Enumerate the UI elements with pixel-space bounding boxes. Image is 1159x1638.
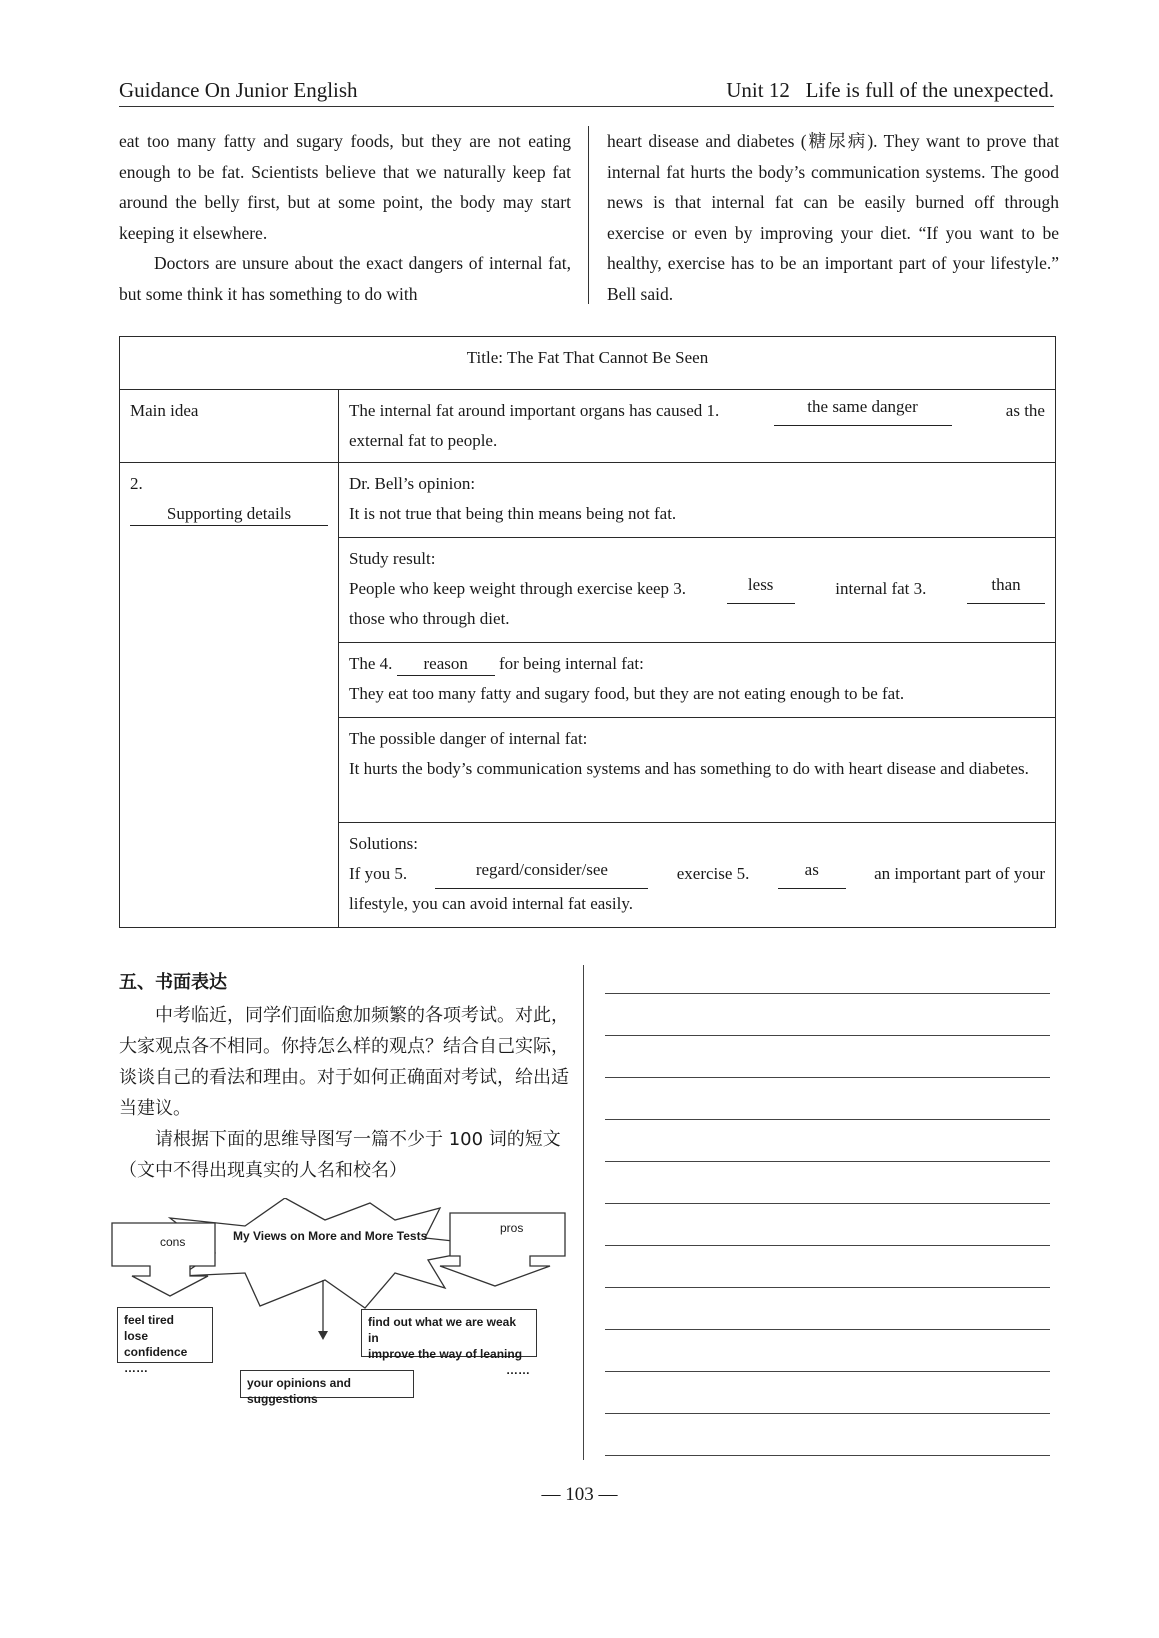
passage-right-column bbox=[607, 126, 1059, 309]
passage-paragraph: Doctors are unsure about the exact dangers of internal fat, but some think it has something to do with bbox=[119, 253, 571, 304]
mind-map-center: My Views on More and More Tests bbox=[233, 1229, 428, 1243]
writing-section-title: 五、书面表达 bbox=[119, 972, 227, 993]
opinion-cell bbox=[339, 463, 1056, 538]
cons-ellipsis: …… bbox=[124, 1361, 148, 1375]
reason-cell bbox=[339, 643, 1056, 718]
writing-line[interactable] bbox=[605, 1035, 1050, 1036]
opinion-text: It is not true that being thin means being not fat. bbox=[349, 504, 677, 523]
passage-paragraph: eat too many fatty and sugary foods, but they are not eating enough to be fat. Scientists believe that we naturally keep fat around the belly first, but at some point, the body may start keeping it elsewhere. bbox=[119, 131, 571, 243]
prompt-paragraph: 中考临近，同学们面临愈加频繁的各项考试。对此，大家观点各不相同。你持怎么样的观点？结合自己实际，谈谈自己的看法和理由。对于如何正确面对考试，给出适当建议。 bbox=[119, 1005, 569, 1119]
column-divider bbox=[588, 126, 589, 304]
header-rule bbox=[119, 106, 1054, 107]
answer-blank-3a: less bbox=[727, 574, 795, 604]
solutions-cell bbox=[339, 823, 1056, 928]
writing-line[interactable] bbox=[605, 1455, 1050, 1456]
main-idea-text: as the bbox=[1005, 401, 1045, 420]
pros-ellipsis: …… bbox=[506, 1363, 530, 1377]
summary-table bbox=[119, 336, 1056, 928]
unit-title: Unit 12 Life is full of the unexpected. bbox=[726, 78, 1054, 102]
writing-line[interactable] bbox=[605, 1119, 1050, 1120]
solutions-text: exercise 5. bbox=[676, 864, 750, 883]
writing-line[interactable] bbox=[605, 1077, 1050, 1078]
reason-text: for being internal fat: bbox=[498, 654, 644, 673]
writing-line[interactable] bbox=[605, 1329, 1050, 1330]
study-heading: Study result: bbox=[349, 549, 436, 568]
table-title: Title: The Fat That Cannot Be Seen bbox=[120, 337, 1056, 390]
reason-text: The 4. bbox=[349, 654, 393, 673]
center-down-arrowhead bbox=[318, 1331, 328, 1340]
answer-blank-1: the same danger bbox=[774, 396, 952, 426]
answer-blank-3b: than bbox=[967, 574, 1045, 604]
study-text: People who keep weight through exercise keep 3. bbox=[349, 579, 687, 598]
opinion-heading: Dr. Bell’s opinion: bbox=[349, 474, 476, 493]
main-idea-cell bbox=[339, 390, 1056, 463]
solutions-text: lifestyle, you can avoid internal fat easily. bbox=[349, 894, 634, 913]
writing-area-divider bbox=[583, 965, 584, 1460]
pros-detail: improve the way of leaning bbox=[368, 1347, 523, 1361]
cons-arrow-shape bbox=[112, 1223, 215, 1296]
writing-line[interactable] bbox=[605, 1245, 1050, 1246]
study-cell bbox=[339, 538, 1056, 643]
writing-line[interactable] bbox=[605, 993, 1050, 994]
writing-line[interactable] bbox=[605, 1287, 1050, 1288]
page-number: — 103 — bbox=[541, 1484, 618, 1505]
answer-blank-5a: regard/consider/see bbox=[435, 859, 648, 889]
writing-line[interactable] bbox=[605, 1161, 1050, 1162]
answer-blank-2: Supporting details bbox=[130, 503, 328, 526]
main-idea-label: Main idea bbox=[120, 390, 339, 463]
danger-cell bbox=[339, 718, 1056, 823]
pros-detail: find out what we are weak in bbox=[368, 1315, 517, 1345]
cons-detail: lose confidence bbox=[124, 1329, 188, 1359]
main-idea-text: The internal fat around important organs has caused 1. bbox=[349, 401, 720, 420]
study-text: internal fat 3. bbox=[835, 579, 927, 598]
mind-map-cons: cons bbox=[160, 1235, 186, 1249]
danger-heading: The possible danger of internal fat: bbox=[349, 729, 588, 748]
writing-line[interactable] bbox=[605, 1203, 1050, 1204]
answer-blank-4: reason bbox=[397, 653, 495, 676]
item-number: 2. bbox=[130, 474, 143, 493]
passage-paragraph: heart disease and diabetes (糖尿病). They want to prove that internal fat hurts the body’s communication systems. The good news is that internal fat can be easily burned off through exercise or even by improving your diet. “If you want to be healthy, exercise has to be an important part of your lifestyle.” Bell said. bbox=[607, 131, 1059, 304]
writing-line[interactable] bbox=[605, 1371, 1050, 1372]
answer-blank-5b: as bbox=[778, 859, 846, 889]
solutions-heading: Solutions: bbox=[349, 834, 418, 853]
suggestions-box: your opinions and suggestions bbox=[240, 1370, 414, 1398]
danger-text: It hurts the body’s communication systems and has something to do with heart disease and diabetes. bbox=[349, 759, 1029, 778]
study-text: those who through diet. bbox=[349, 609, 510, 628]
supporting-details-label bbox=[120, 463, 339, 928]
pros-details-box bbox=[361, 1309, 537, 1377]
mind-map-pros: pros bbox=[500, 1221, 524, 1235]
main-idea-text: external fat to people. bbox=[349, 431, 498, 450]
cons-details-box bbox=[117, 1307, 213, 1375]
book-title: Guidance On Junior English bbox=[119, 78, 358, 102]
reason-text: They eat too many fatty and sugary food, but they are not eating enough to be fat. bbox=[349, 684, 905, 703]
cons-detail: feel tired bbox=[124, 1313, 175, 1327]
prompt-paragraph: 请根据下面的思维导图写一篇不少于 100 词的短文（文中不得出现真实的人名和校名） bbox=[119, 1129, 561, 1181]
writing-line[interactable] bbox=[605, 1413, 1050, 1414]
solutions-text: If you 5. bbox=[349, 864, 408, 883]
passage-left-column bbox=[119, 126, 571, 309]
solutions-text: an important part of your bbox=[874, 864, 1045, 883]
writing-prompt bbox=[119, 1000, 571, 1186]
